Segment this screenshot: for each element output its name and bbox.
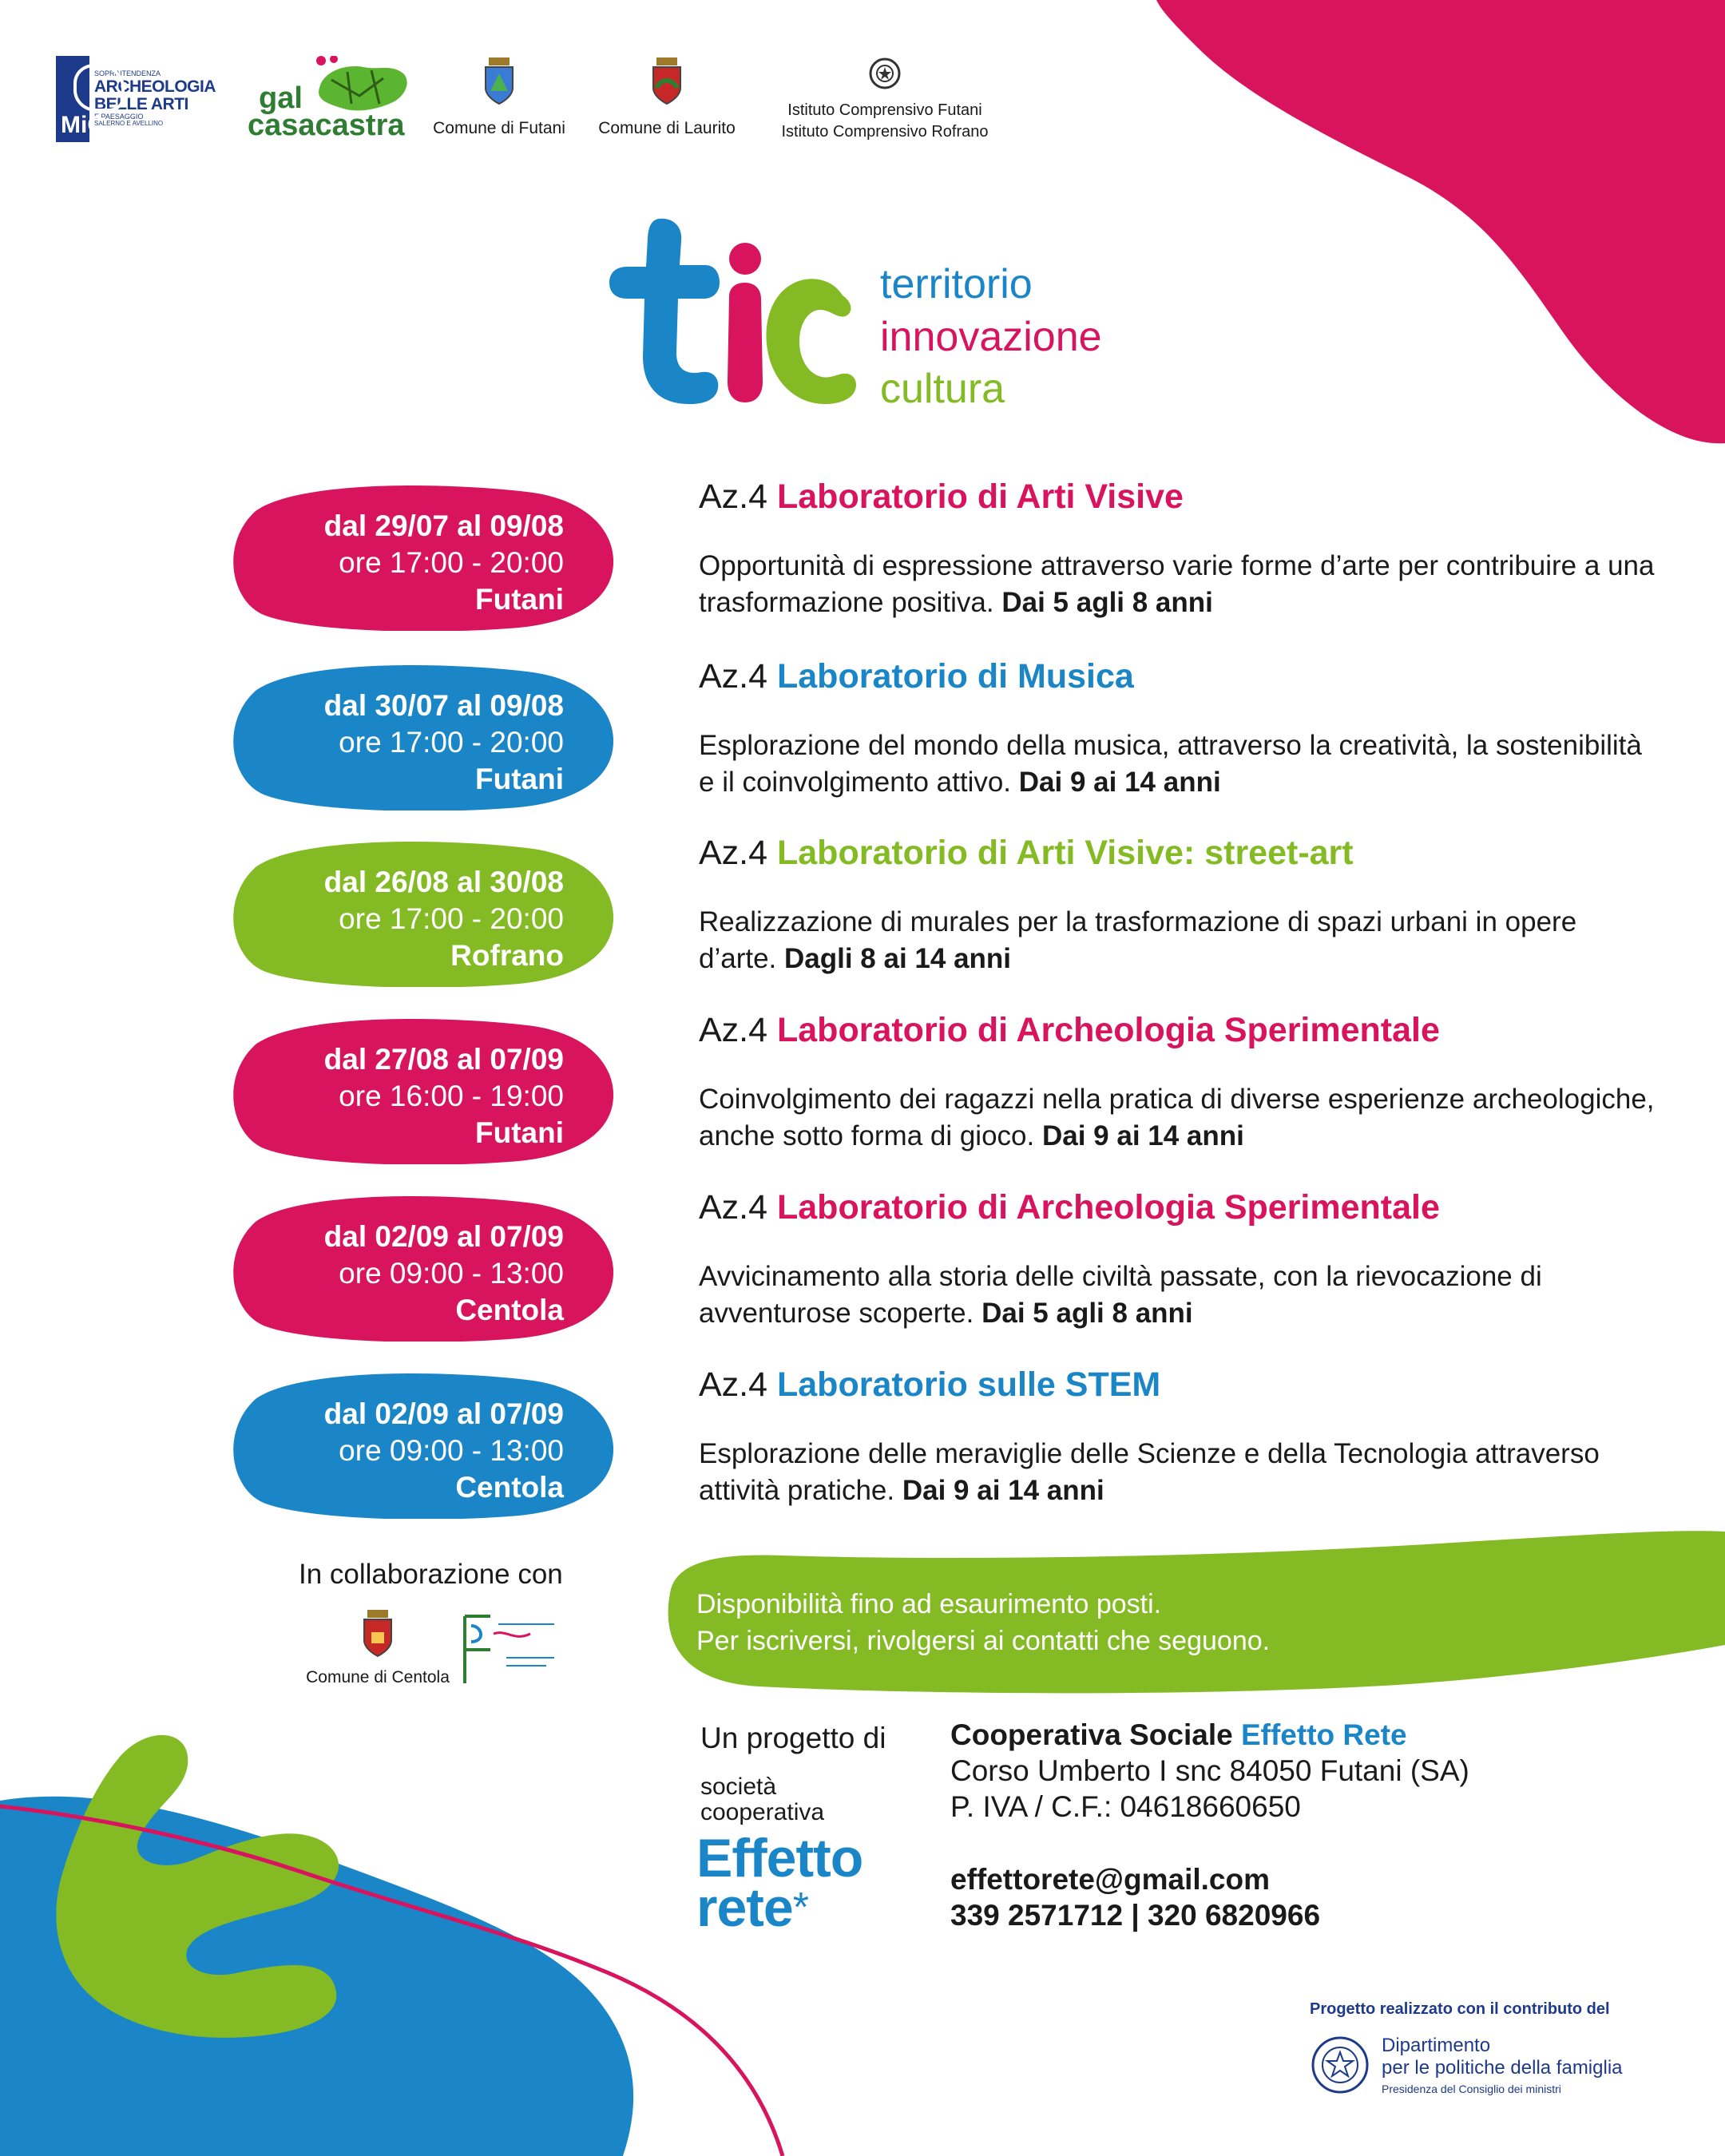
schedule-date-blob [224,659,615,810]
schedule-place: Futani [475,763,564,795]
activity-prefix: Az.4 [699,1188,768,1227]
activity-item [699,1009,1657,1155]
activity-description-text: Avvicinamento alla storia delle civiltà passate, con la rievocazione di avventurose scoperte. [699,1261,1542,1329]
activity-description [699,904,1657,977]
activity-description [699,727,1657,801]
laurito-label: Comune di Laurito [598,119,736,137]
activity-description-text: Coinvolgimento dei ragazzi nella pratica di diverse esperienze archeologiche, anche sotto forma di gioco. [699,1084,1655,1151]
schedule-date-blob [224,1367,615,1519]
activity-title [699,476,1657,517]
tic-letter-i-dot [729,243,761,275]
activity-description-text: Esplorazione delle meraviglie delle Scienze e della Tecnologia attraverso attività pratiche. [699,1438,1600,1506]
schedule-date-text [324,508,564,618]
activity-description [699,1258,1657,1332]
schedule-date-text [324,688,564,798]
activity-title [699,1187,1657,1228]
department-line-2: per le politiche della famiglia [1382,2057,1623,2079]
centola-label: Comune di Centola [306,1668,450,1686]
activity-prefix: Az.4 [699,1365,768,1404]
activity-description-text: Opportunità di espressione attraverso varie forme d’arte per contribuire a una trasformazione positiva. [699,550,1655,618]
contact-block [950,1717,1469,1933]
centola-logo [302,1608,454,1687]
pro-loco-rofrano-logo [458,1610,558,1693]
tic-logo [603,209,859,409]
schedule-date: dal 27/08 al 07/09 [323,1043,564,1076]
coop-line-1: società [700,1774,777,1800]
activity-title [699,1364,1657,1405]
activity-description-text: Realizzazione di murales per la trasformazione di spazi urbani in opere d’arte. [699,906,1577,974]
tagline-innovazione: innovazione [880,314,1102,360]
activity-title [699,656,1657,697]
activity-name: Laboratorio di Arti Visive [777,478,1184,516]
mic-badge-text: MiC [61,112,105,138]
schedule-date-blob [224,835,615,987]
availability-note [696,1586,1270,1659]
mic-line-2: ARCHEOLOGIA [94,77,216,96]
activity-item [699,476,1657,621]
futani-logo [423,56,575,152]
coop-small-text [700,1774,824,1825]
availability-line-2: Per iscriversi, rivolgersi ai contatti che seguono. [696,1626,1271,1656]
schedule-date-blob [224,1190,615,1342]
schedule-place: Rofrano [450,939,564,972]
schedule-date: dal 26/08 al 30/08 [323,866,564,898]
republic-emblem-icon [867,56,902,91]
funding-label: Progetto realizzato con il contributo del [1310,2000,1610,2018]
activity-description [699,1436,1657,1509]
mic-line-4: E PAESAGGIO [94,112,144,121]
mic-line-5: SALERNO E AVELLINO [94,120,164,128]
activity-description-text: Esplorazione del mondo della musica, attraverso la creatività, la sostenibilità e il coinvolgimento attivo. [699,730,1642,798]
activity-title [699,832,1657,874]
activity-item [699,656,1657,801]
availability-line-1: Disponibilità fino ad esaurimento posti. [696,1589,1162,1619]
laurito-crest-icon [650,56,684,105]
coop-name: Effetto Rete [1240,1718,1407,1751]
futani-crest-icon [482,56,516,105]
schedule-date-blob [224,479,615,631]
schedule-place: Centola [455,1294,564,1326]
activity-name: Laboratorio di Arti Visive: street-art [777,834,1354,872]
schedule-place: Futani [475,1116,564,1149]
laurito-logo [591,56,743,152]
activity-age: Dai 5 agli 8 anni [981,1298,1193,1329]
futani-label: Comune di Futani [433,119,565,137]
collaboration-title: In collaborazione con [299,1559,563,1590]
schedule-place: Centola [455,1471,564,1504]
activity-prefix: Az.4 [699,1011,768,1049]
tic-letter-c [766,279,856,404]
tic-letter-t [609,219,720,404]
italian-republic-emblem-icon [1310,2035,1370,2095]
mic-logo [56,56,216,142]
tagline-cultura: cultura [880,366,1005,412]
activity-item [699,832,1657,977]
department-line-1: Dipartimento [1382,2035,1491,2056]
mic-line-1: SOPRINTENDENZA [94,69,161,78]
asterisk-icon: * [792,1885,808,1931]
schedule-date: dal 29/07 al 09/08 [323,509,564,542]
schedule-date: dal 30/07 al 09/08 [323,689,564,722]
coop-name-line [950,1717,1469,1753]
phone-numbers[interactable]: 339 2571712 | 320 6820966 [950,1899,1321,1932]
casacastra-word: casacastra [248,109,405,142]
centola-crest-icon [361,1608,395,1658]
activity-age: Dai 9 ai 14 anni [1041,1120,1244,1151]
schedule-date-text [324,1396,564,1506]
activity-age: Dagli 8 ai 14 anni [784,943,1012,974]
mic-line-3: BELLE ARTI [94,94,188,113]
schedule-date-text [324,1041,564,1151]
istituto-line-2: Istituto Comprensivo Rofrano [781,123,989,141]
tagline-territorio: territorio [880,261,1033,307]
schedule-date-text [324,1219,564,1329]
activity-prefix: Az.4 [699,834,768,872]
schedule-date-text [324,864,564,974]
activity-item [699,1364,1657,1509]
schedule-hours: ore 09:00 - 13:00 [339,1434,564,1467]
activity-age: Dai 9 ai 14 anni [1018,767,1221,798]
funding-block [1310,2000,1623,2095]
activity-name: Laboratorio di Musica [777,657,1134,696]
project-label: Un progetto di [700,1722,886,1754]
activity-age: Dai 9 ai 14 anni [902,1475,1104,1506]
coop-line-2: cooperativa [700,1799,825,1825]
head-profile-icon [73,64,125,112]
effetto-rete-logo [696,1828,863,1938]
istituto-logo [765,56,1005,143]
schedule-hours: ore 17:00 - 20:00 [339,726,564,759]
activity-name: Laboratorio sulle STEM [777,1365,1161,1404]
activity-item [699,1187,1657,1332]
schedule-date: dal 02/09 al 07/09 [323,1397,564,1430]
pink-corner-blob [1156,0,1725,443]
schedule-place: Futani [475,583,564,616]
vat-number: P. IVA / C.F.: 04618660650 [950,1790,1301,1823]
istituto-line-1: Istituto Comprensivo Futani [787,101,982,119]
activity-age: Dai 5 agli 8 anni [1001,587,1213,618]
activity-name: Laboratorio di Archeologia Sperimentale [777,1188,1440,1227]
schedule-hours: ore 16:00 - 19:00 [339,1080,564,1112]
schedule-date-blob [224,1013,615,1164]
activity-prefix: Az.4 [699,657,768,696]
coop-prefix: Cooperativa Sociale [950,1718,1233,1751]
gal-word: gal [259,81,303,115]
schedule-date: dal 02/09 al 07/09 [323,1220,564,1253]
activity-description [699,1081,1657,1155]
gal-casacastra-logo [248,56,407,144]
department-line-3: Presidenza del Consiglio dei ministri [1382,2083,1561,2095]
address: Corso Umberto I snc 84050 Futani (SA) [950,1754,1469,1787]
activity-description [699,548,1657,621]
activity-prefix: Az.4 [699,478,768,516]
activity-title [699,1009,1657,1051]
schedule-hours: ore 17:00 - 20:00 [339,902,564,935]
tic-letter-i-stem [728,283,763,402]
activity-name: Laboratorio di Archeologia Sperimentale [777,1011,1440,1049]
rete-word: rete [696,1877,793,1938]
schedule-hours: ore 09:00 - 13:00 [339,1257,564,1290]
department-name [1382,2035,1623,2095]
green-hand-blob [56,1735,339,2038]
effetto-word: Effetto [696,1828,863,1888]
schedule-hours: ore 17:00 - 20:00 [339,546,564,579]
mic-badge [56,56,105,142]
email-link[interactable]: effettorete@gmail.com [950,1863,1270,1896]
